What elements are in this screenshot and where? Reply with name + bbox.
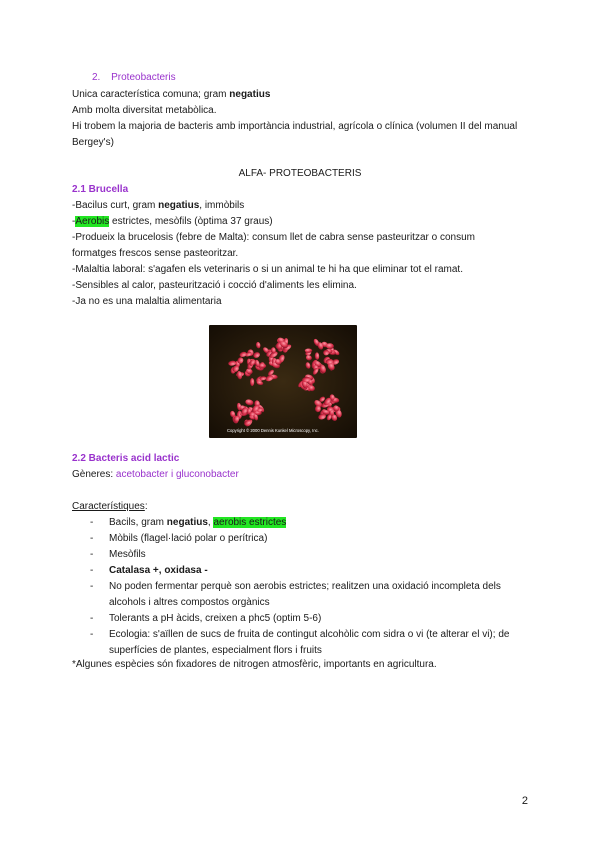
list-item — [109, 627, 509, 643]
list-bullet: - — [90, 581, 94, 592]
list-item — [109, 611, 321, 627]
footnote: *Algunes espècies són fixadores de nitrogen atmosfèric, importants en agricultura. — [72, 659, 437, 670]
brucella-heading: 2.1 Brucella — [72, 184, 129, 195]
genera-label: Gèneres: — [72, 469, 116, 480]
genera-line — [72, 467, 239, 483]
list-bullet: - — [90, 565, 94, 576]
intro-line-1-bold: negatius — [229, 89, 271, 100]
brucella-line-2-prefix: - — [72, 216, 76, 227]
bacterium-cell — [305, 349, 312, 353]
micrograph-watermark: Copyright © 2000 Dennis Kunkel Microscopy, Inc. — [227, 428, 319, 433]
intro-line-1-text: Unica característica comuna; gram — [72, 89, 230, 100]
characteristics-label-text: Característiques — [72, 501, 145, 512]
brucella-line-1 — [72, 198, 244, 214]
characteristics-label — [72, 499, 148, 515]
list-item — [109, 547, 146, 563]
list-item — [109, 579, 501, 595]
intro-line-4: Bergey's) — [72, 137, 114, 148]
list-item-text: No poden fermentar perquè son aerobis estrictes; realitzen una oxidació incompleta dels — [109, 581, 501, 592]
list-item-text: aerobis estrictes — [213, 517, 287, 528]
list-bullet: - — [90, 549, 94, 560]
intro-line-2: Amb molta diversitat metabòlica. — [72, 105, 217, 116]
brucella-line-4: formatges frescos sense pasteoritzar. — [72, 248, 239, 259]
brucella-line-1-text: -Bacilus curt, gram — [72, 200, 159, 211]
list-item-continuation: superfícies de plantes, especialment flors i fruits — [109, 645, 322, 656]
list-item-text: , — [207, 517, 214, 528]
list-item-text: Mòbils (flagel·lació polar o perítrica) — [109, 533, 268, 544]
list-item-text: Mesòfils — [109, 549, 146, 560]
section-title: Proteobacteris — [111, 72, 176, 83]
characteristics-colon: : — [144, 501, 148, 512]
list-item-continuation: alcohols i altres compostos orgànics — [109, 597, 270, 608]
list-item — [109, 515, 286, 531]
list-bullet: - — [90, 629, 94, 640]
list-item-text: negatius — [166, 517, 208, 528]
list-item — [109, 531, 267, 547]
brucella-line-2 — [72, 214, 273, 230]
brucella-line-2-suffix: estrictes, mesòfils (òptima 37 graus) — [109, 216, 273, 227]
brucella-line-5: -Malaltia laboral: s'agafen els veterinaris o si un animal te hi ha que eliminar tot el ramat. — [72, 264, 463, 275]
genera-value: acetobacter i gluconobacter — [115, 469, 239, 480]
section-heading — [92, 70, 176, 86]
alfa-title: ALFA- PROTEOBACTERIS — [238, 168, 362, 179]
list-item-text: Catalasa +, oxidasa - — [109, 565, 208, 576]
brucella-line-2-highlight: Aerobis — [75, 216, 110, 227]
brucella-line-1-bold: negatius — [158, 200, 200, 211]
acid-lactic-heading: 2.2 Bacteris acid lactic — [72, 453, 180, 464]
bacterium-cell — [250, 378, 254, 386]
list-item-text: Tolerants a pH àcids, creixen a phc5 (optim 5-6) — [109, 613, 322, 624]
brucella-line-3: -Produeix la brucelosis (febre de Malta): consum llet de cabra sense pasteuritzar o consum — [72, 232, 475, 243]
brucella-line-6: -Sensibles al calor, pasteurització i cocció d'aliments les elimina. — [72, 280, 357, 291]
brucella-line-1-suffix: , immòbils — [199, 200, 245, 211]
list-bullet: - — [90, 517, 94, 528]
section-number: 2. — [92, 72, 101, 83]
brucella-micrograph — [209, 325, 357, 438]
list-bullet: - — [90, 533, 94, 544]
brucella-line-7: -Ja no es una malaltia alimentaria — [72, 296, 222, 307]
list-item-text: Bacils, gram — [109, 517, 167, 528]
list-bullet: - — [90, 613, 94, 624]
micrograph-image — [209, 325, 357, 438]
intro-line-1 — [72, 87, 270, 103]
page-number: 2 — [521, 795, 528, 807]
list-item — [109, 563, 208, 579]
list-item-text: Ecologia: s'aïllen de sucs de fruita de contingut alcohòlic com sidra o vi (te alterar el vi); de — [109, 629, 510, 640]
intro-line-3: Hi trobem la majoria de bacteris amb importància industrial, agrícola o clínica (volumen II del manual — [72, 121, 518, 132]
